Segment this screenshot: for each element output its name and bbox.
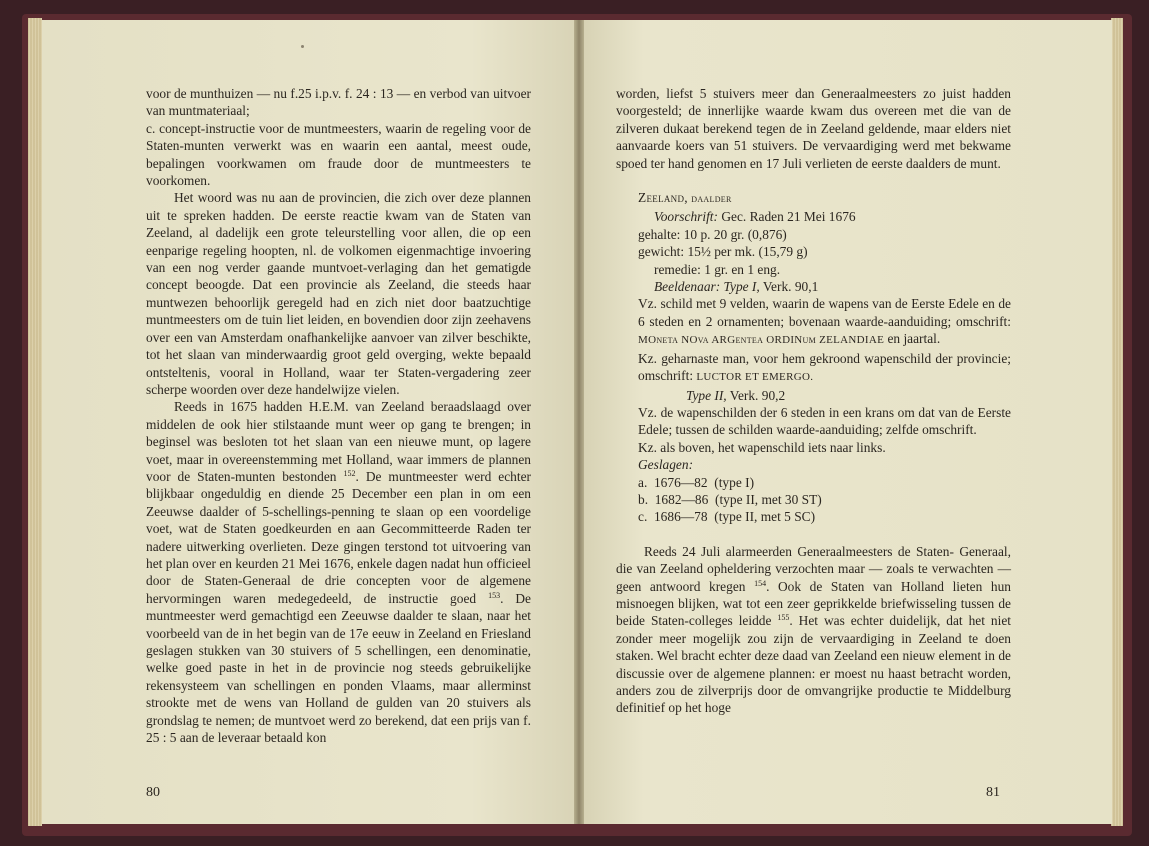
spec-vz2: Vz. de wapenschilden der 6 steden in een krans om dat van de Eerste Edele; tussen de schilden waarde-aanduiding; zelfde omschrift.	[638, 404, 1011, 438]
spec-kz1: Kz. geharnaste man, voor hem gekroond wapenschild der provincie; omschrift: LUCTOR ET EMERGO.	[638, 350, 1011, 384]
spec-type1: Beeldenaar: Type I, Verk. 90,1	[654, 279, 819, 295]
spec-remedie: remedie: 1 gr. en 1 eng.	[654, 261, 781, 277]
spec-type2: Type II, Verk. 90,2	[686, 387, 786, 403]
page-edges-right	[1111, 18, 1123, 826]
spec-geslagen-item: a. 1676—82 (type I)	[638, 474, 755, 490]
footnote-ref: 155	[777, 613, 790, 623]
paragraph: Het woord was nu aan de provincien, die zich over deze plannen uit te spreken hadden. De eerste reactie kwam van de Staten van Zeeland, al dadelijk een grote teleurstelling voor allen, die op een eenparige regeling hoopten, nl. de volkomen eigenmachtige invoering van een nog verder gaande muntvoet-verlaging dan het gematigde concept beoogde. Dat een provincie als Zeeland, die steeds haar muntwezen behoorlijk geregeld had en zich niet door baatzuchtige muntmeesters om de tuin liet leiden, en bovendien door zijn zeehavens over een van Amsterdam onafhankelijke aanvoer van zilver beschikte, tot het slaan van minderwaardig groot geld overging, wekte bepaald ontsteltenis, vooral in Holland, waar ter Staten-vergadering zeer scherpe woorden over deze handelwijze vielen.	[146, 190, 531, 397]
spec-heading: Zeeland, daalder	[638, 190, 732, 206]
left-page-text	[146, 85, 531, 746]
paragraph: Reeds in 1675 hadden H.E.M. van Zeeland beraadslaagd over middelen de ook hier stilstaande munt weer op gang te brengen; in beginsel was besloten tot het slaan van een nieuwe munt, op lagere voet, maar in overeenstemming met Holland, waar immers de plannen voor de Staten-munten bestonden $^{152}$. De muntmeester werd echter blijkbaar ongeduldig en diende 25 December een plan in om een Zeeuwse daalder of 5-schellings-penning te slaan op een voordelige voet, wat de Staten goedkeurden en aan Gecommitteerde Raden ter nadere uitwerking overlieten. Deze gingen terstond tot uitvoering van het plan over en keurden 21 Mei 1676, enkele dagen nadat hun officieel door de Staten-Generaal de drie concepten voor de algemene hervormingen waren medegedeeld, de instructie goed $^{153}$. De muntmeester werd gemachtigd een Zeeuwse daalder te slaan, naar het voorbeeld van de in het begin van de 17e eeuw in Zeeland en Friesland geslagen stukken van 30 stuivers of 5 schellingen, een denominatie, welke goed paste in het in de provincie nog steeds gebruikelijke rekensysteem van schellingen en ponden Vlaams, maar allerminst strookte met de wens van Holland de gulden van 20 stuivers als grondslag te nemen; de muntvoet werd zo berekend, dat een prijs van f. 25 : 5 aan de leveraar betaald kon	[146, 399, 531, 746]
spec-vz1: Vz. schild met 9 velden, waarin de wapens van de Eerste Edele en de 6 steden en 2 ornamenten; bovenaan waarde-aanduiding; omschrift: MOneta NOva ARGentea ORDINum ZELANDIAE en jaartal.	[638, 296, 1011, 347]
footnote-ref: 154	[754, 578, 767, 588]
spec-gewicht: gewicht: 15½ per mk. (15,79 g)	[638, 244, 808, 260]
page-edges-left	[28, 18, 42, 826]
page-number: 80	[146, 785, 160, 800]
spec-kz2: Kz. als boven, het wapenschild iets naar links.	[638, 439, 886, 455]
paragraph: worden, liefst 5 stuivers meer dan Generaalmeesters zo juist hadden voorgesteld; de innerlijke waarde kwam dus overeen met die van de zilveren dukaat berekend tegen de in Zeeland geldende, maar elders niet aanvaarde koers van 51 stuivers. De vervaardiging werd met bekwame spoed ter hand genomen en 17 Juli verlieten de eerste daalders de munt.	[616, 86, 1011, 171]
page-number: 81	[986, 785, 1000, 800]
spec-gehalte: gehalte: 10 p. 20 gr. (0,876)	[638, 226, 787, 242]
spec-geslagen-item: b. 1682—86 (type II, met 30 ST)	[638, 491, 822, 507]
footnote-ref: 152	[343, 468, 356, 478]
spec-geslagen-item: c. 1686—78 (type II, met 5 SC)	[638, 509, 816, 525]
paragraph: c. concept-instructie voor de muntmeesters, waarin de regeling voor de Staten-munten verwerkt was en waarin een aantal, meest oude, bepalingen voorkwamen om fraude door de muntmeesters te voorkomen.	[146, 120, 531, 189]
book-gutter	[574, 20, 584, 824]
speck	[301, 45, 304, 48]
paragraph: Reeds 24 Juli alarmeerden Generaalmeesters de Staten- Generaal, die van Zeeland opheldering verzochten maar — zoals te verwachten — geen antwoord kregen $^{154}$. Ook de Staten van Holland lieten hun misnoegen blijken, wat tot een zeer geprikkelde briefwisseling tussen de beide Staten-colleges leidde $^{155}$. Het was echter duidelijk, dat het niet zonder meer mogelijk zou zijn de vervaardiging in Zeeland te doen staken. Wel bracht echter deze daad van Zeeland een nieuw element in de discussie over de algemene plannen: er moest nu haast betracht worden, anders zou de zilverprijs door de omvangrijke productie te Middelburg definitief op het hoge	[616, 543, 1011, 716]
spec-voorschrift: Voorschrift: Gec. Raden 21 Mei 1676	[654, 209, 856, 225]
right-page-text	[616, 85, 1011, 717]
paragraph: voor de munthuizen — nu f.25 i.p.v. f. 24 : 13 — en verbod van uitvoer van muntmateriaal;	[146, 86, 531, 119]
footnote-ref: 153	[488, 590, 501, 600]
coin-specification	[616, 189, 1011, 526]
spec-geslagen-label: Geslagen:	[638, 457, 694, 473]
